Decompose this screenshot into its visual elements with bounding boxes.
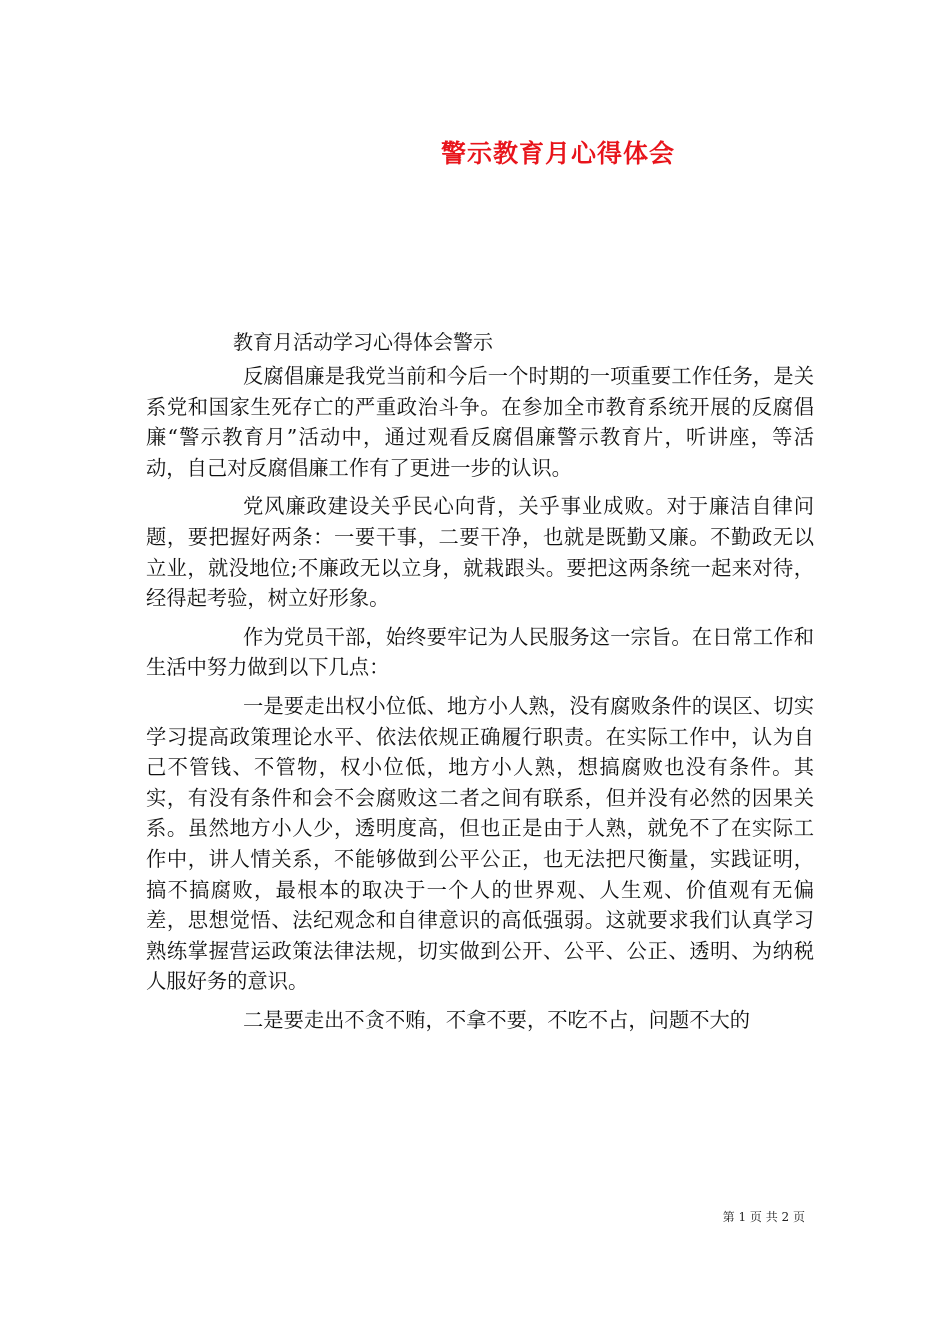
document-subtitle: 教育月活动学习心得体会警示 (233, 330, 493, 354)
paragraph: 一是要走出权小位低、地方小人熟，没有腐败条件的误区、切实学习提高政策理论水平、依法依规正确履行职责。在实际工作中，认为自己不管钱、不管物，权小位低，地方小人熟，想搞腐败也没有条件。其实，有没有条件和会不会腐败这二者之间有联系，但并没有必然的因果关系。虽然地方小人少，透明度高，但也正是由于人熟，就免不了在实际工作中，讲人情关系，不能够做到公平公正，也无法把尺衡量，实践证明，搞不搞腐败，最根本的取决于一个人的世界观、人生观、价值观有无偏差，思想觉悟、法纪观念和自律意识的高低强弱。这就要求我们认真学习熟练掌握营运政策法律法规，切实做到公开、公平、公正、透明、为纳税人服好务的意识。 (146, 693, 814, 994)
page-indicator: 第 1 页 共 2 页 (722, 1210, 805, 1224)
document-title: 警示教育月心得体会 (440, 139, 675, 168)
document-body (146, 361, 814, 1043)
paragraph: 二是要走出不贪不贿，不拿不要，不吃不占，问题不大的 (243, 1007, 751, 1032)
paragraph: 反腐倡廉是我党当前和今后一个时期的一项重要工作任务，是关系党和国家生死存亡的严重政治斗争。在参加全市教育系统开展的反腐倡廉“警示教育月”活动中，通过观看反腐倡廉警示教育片，听讲座，等活动，自己对反腐倡廉工作有了更进一步的认识。 (146, 364, 814, 480)
paragraph: 作为党员干部，始终要牢记为人民服务这一宗旨。在日常工作和生活中努力做到以下几点： (146, 624, 814, 680)
paragraph: 党风廉政建设关乎民心向背，关乎事业成败。对于廉洁自律问题，要把握好两条：一要干事，二要干净，也就是既勤又廉。不勤政无以立业，就没地位;不廉政无以立身，就栽跟头。要把这两条统一起来对待，经得起考验，树立好形象。 (146, 494, 814, 611)
